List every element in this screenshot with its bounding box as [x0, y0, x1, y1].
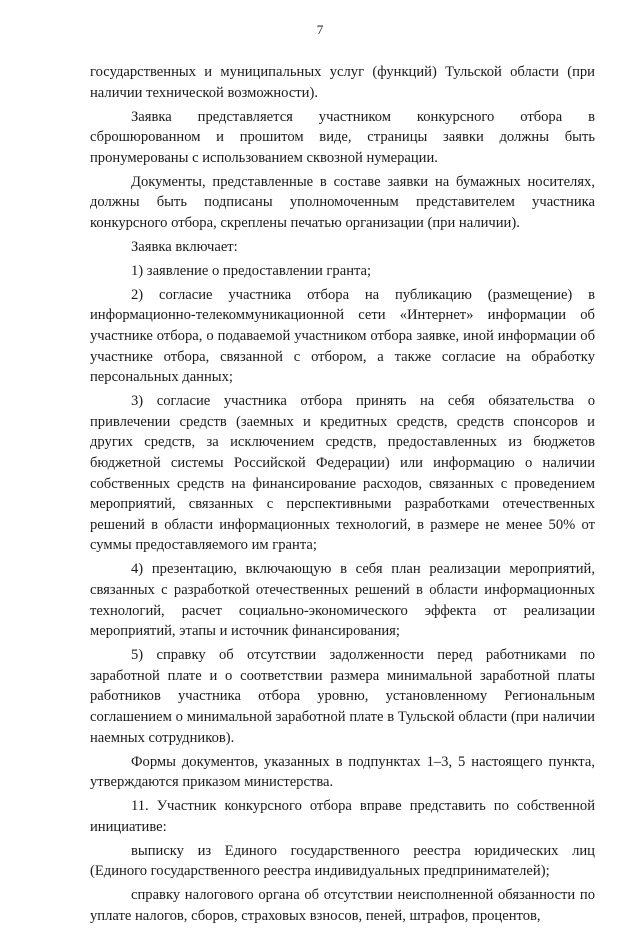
- list-item-4: 4) презентацию, включающую в себя план реализации мероприятий, связанных с разработкой отечественных решений в области информационных технологий, расчет социально-экономического эффекта от реализации мероприятий, этапы и источник финансирования;: [90, 561, 595, 640]
- paragraph-forms-approval: Формы документов, указанных в подпунктах 1–3, 5 настоящего пункта, утверждаются приказом министерства.: [90, 753, 595, 791]
- list-item-3: 3) согласие участника отбора принять на себя обязательства о привлечении средств (заемных и кредитных средств, средств спонсоров и других средств, за исключением средств, предоставленных из бюджетов бюджетной системы Российской Федерации) или информацию о наличии собственных средств на финансирование расходов, связанных с проведением мероприятий, связанных с перспективными разработками отечественных решений в области информационных технологий, в размере не менее 50% от суммы предоставляемого им гранта;: [90, 393, 595, 554]
- paragraph-tax-certificate: справку налогового органа об отсутствии неисполненной обязанности по уплате налогов, сборов, страховых взносов, пеней, штрафов, процентов,: [90, 887, 595, 924]
- page-number: 7: [316, 22, 324, 37]
- document-body: [90, 62, 595, 930]
- paragraph-clause-11: 11. Участник конкурсного отбора вправе представить по собственной инициативе:: [90, 798, 595, 835]
- paragraph-continuation: государственных и муниципальных услуг (функций) Тульской области (при наличии технической возможности).: [90, 64, 595, 101]
- paragraph-application-includes: Заявка включает:: [131, 238, 238, 255]
- list-item-2: 2) согласие участника отбора на публикацию (размещение) в информационно-телекоммуникационной сети «Интернет» информации об участнике отбора, о подаваемой участником отбора заявке, иной информации об участнике отбора, связанной с отбором, а также согласие на обработку персональных данных;: [90, 286, 595, 386]
- list-item-5: 5) справку об отсутствии задолженности перед работниками по заработной плате и о соответствии размера минимальной заработной платы работников участника отбора уровню, установленному Региональным соглашением о минимальной заработной плате в Тульской области (при наличии наемных сотрудников).: [90, 647, 595, 746]
- paragraph-registry-extract: выписку из Единого государственного реестра юридических лиц (Единого государственного реестра индивидуальных предпринимателей);: [90, 842, 595, 880]
- list-item-1: 1) заявление о предоставлении гранта;: [131, 262, 372, 279]
- paragraph-paper-documents: Документы, представленные в составе заявки на бумажных носителях, должны быть подписаны уполномоченным представителем участника конкурсного отбора, скреплены печатью организации (при наличии).: [90, 173, 595, 231]
- paragraph-application-format: Заявка представляется участником конкурсного отбора в сброшюрованном и прошитом виде, страницы заявки должны быть пронумерованы с использованием сквозной нумерации.: [90, 108, 595, 166]
